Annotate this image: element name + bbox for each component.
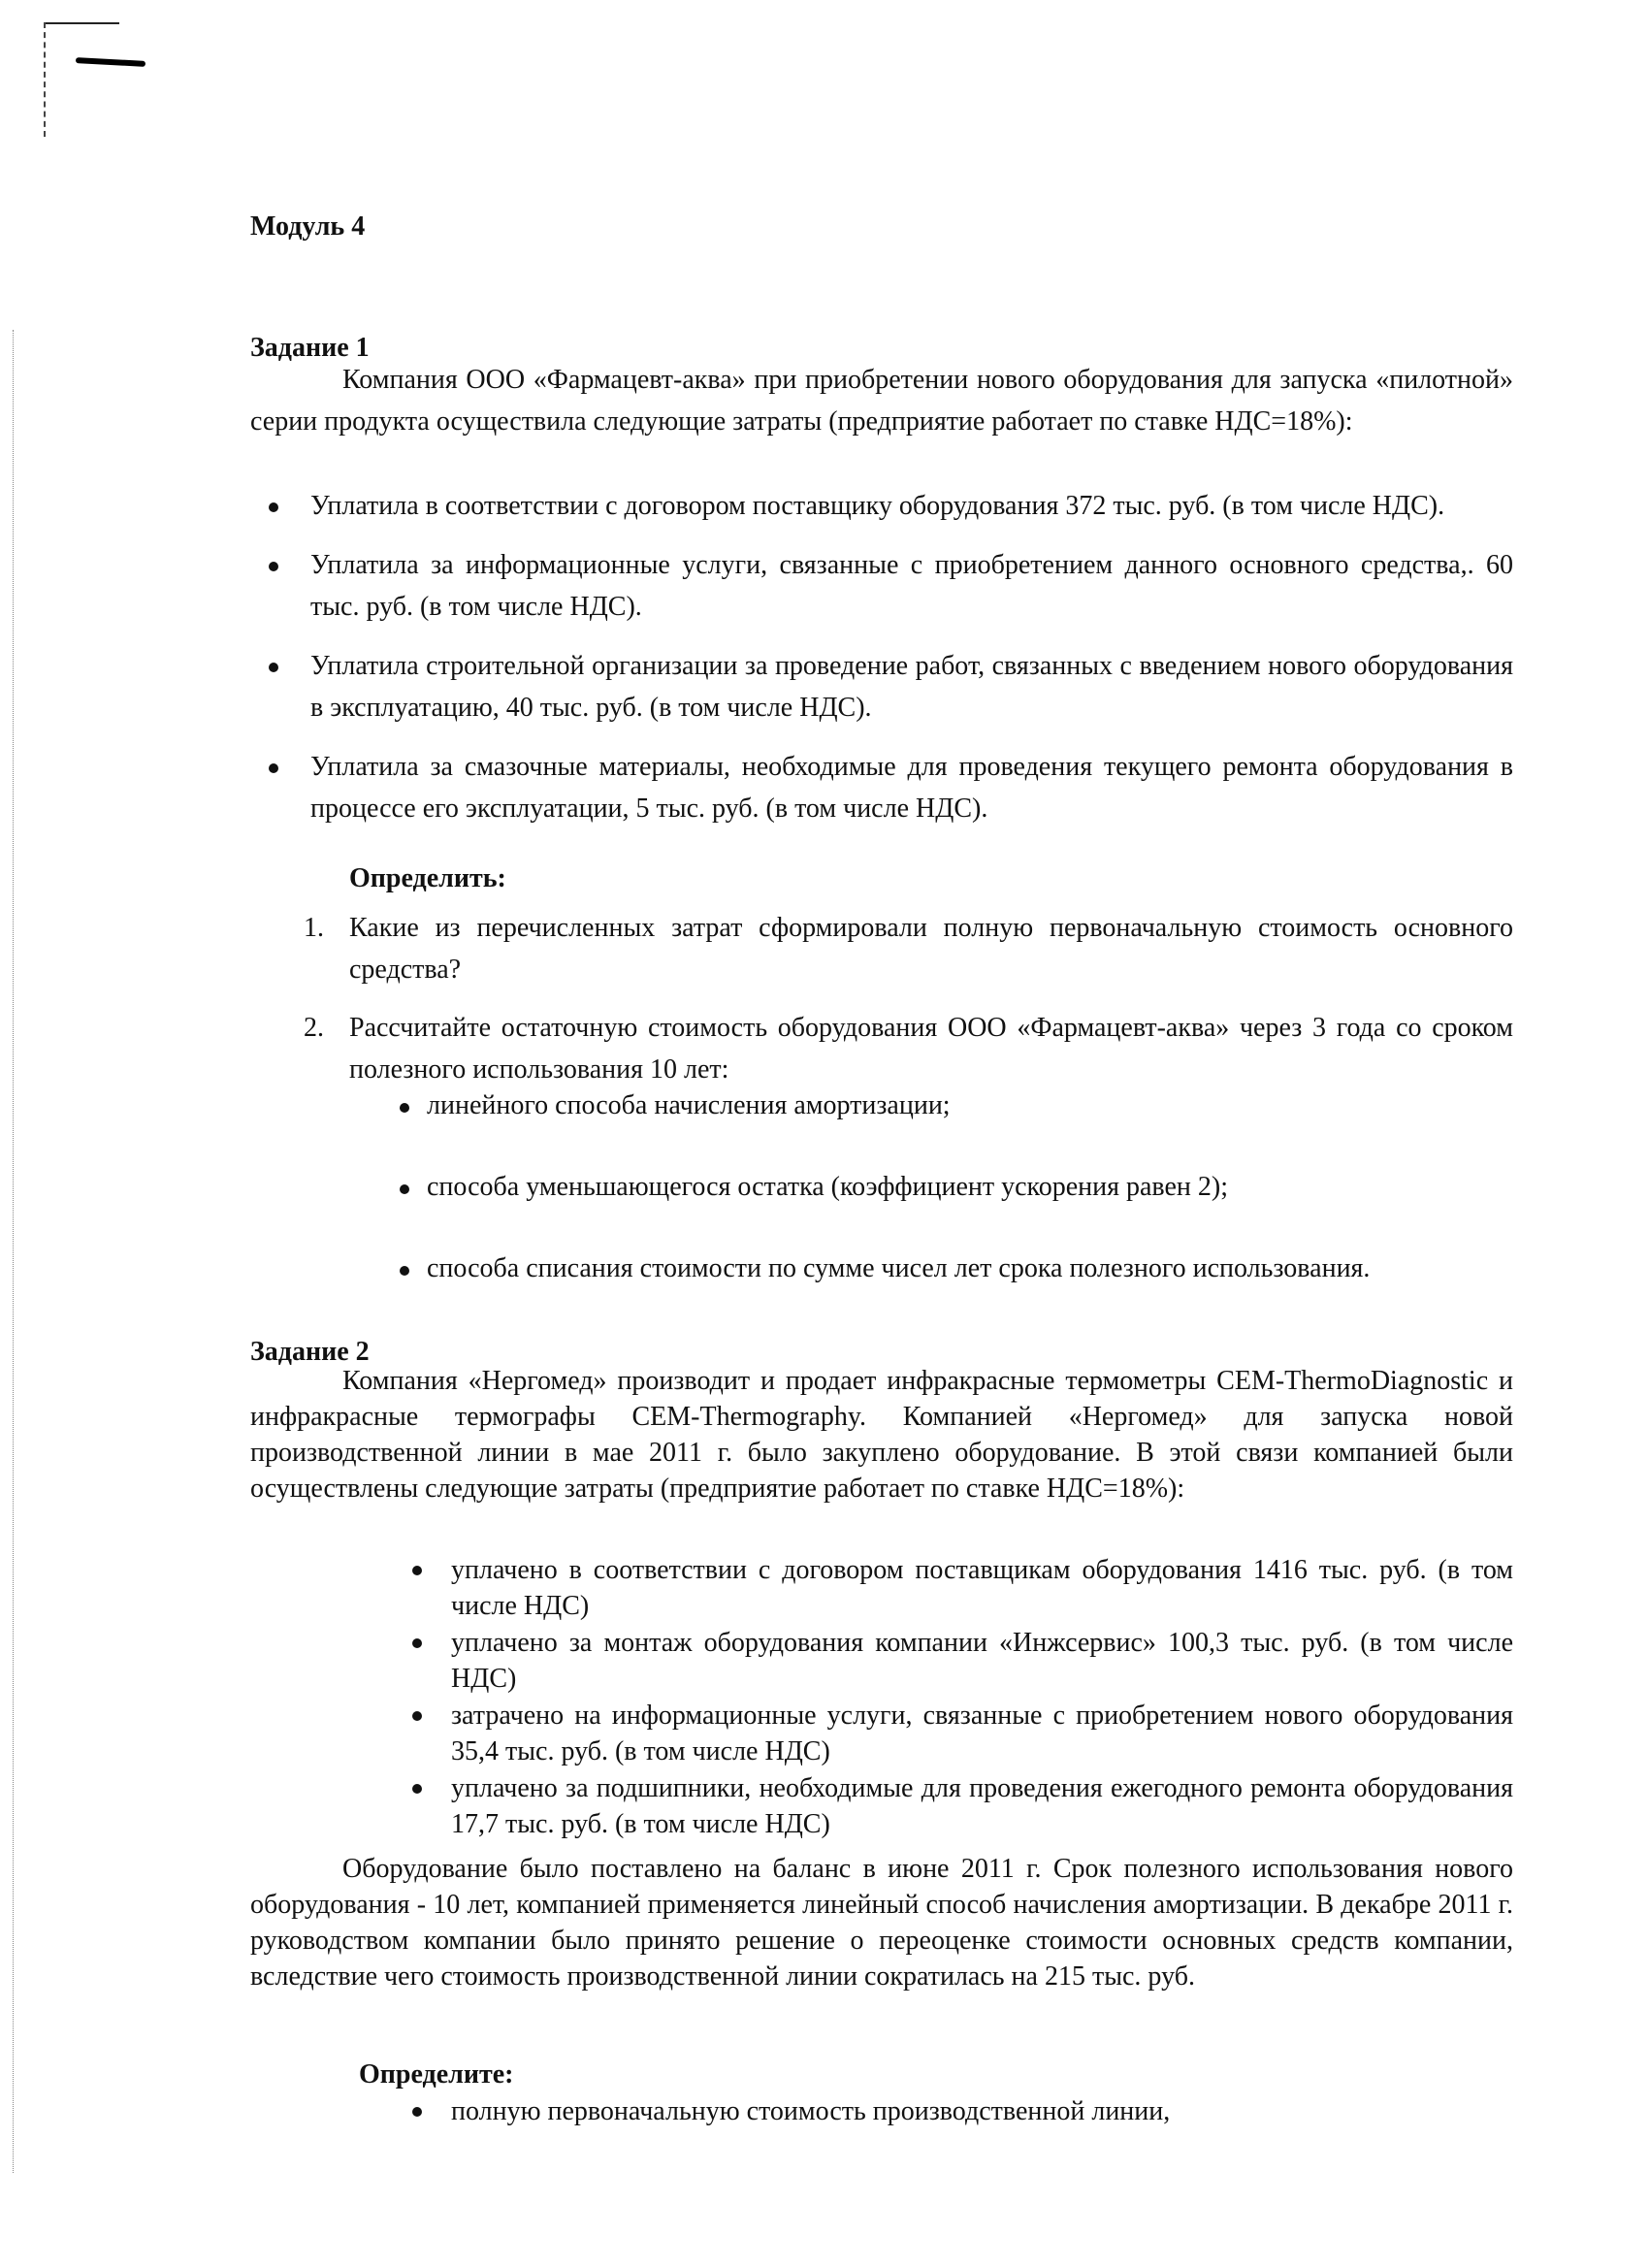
bullet-icon — [400, 1184, 409, 1194]
list-item: способа списания стоимости по сумме чисел лет срока полезного использования. — [427, 1247, 1513, 1289]
task1-expense-list — [310, 485, 1513, 847]
scan-artifact-stroke — [76, 57, 146, 67]
task1-intro: Компания ООО «Фармацевт-аква» при приобретении нового оборудования для запуска «пилотной» серии продукта осуществила следующие затраты (предприятие работает по ставке НДС=18%): — [250, 365, 1513, 437]
list-item: 2. Рассчитайте остаточную стоимость оборудования ООО «Фармацевт-аква» через 3 года со сроком полезного использования 10 лет: — [304, 1013, 1513, 1085]
list-item: уплачено в соответствии с договором поставщикам оборудования 1416 тыс. руб. (в том числе НДС) — [451, 1552, 1513, 1624]
bullet-icon — [269, 562, 278, 571]
bullet-icon — [412, 1638, 422, 1648]
task2-intro: Компания «Нергомед» производит и продает инфракрасные термометры CEM-ThermoDiagnostic и инфракрасные термографы CEM-Thermography. Компанией «Нергомед» для запуска новой производственной линии в мае 2011 г. было закуплено оборудование. В этой связи компанией были осуществлены следующие затраты (предприятие работает по ставке НДС=18%): — [250, 1366, 1513, 1504]
bullet-icon — [412, 1711, 422, 1721]
list-item: Уплатила за информационные услуги, связанные с приобретением данного основного средства,. 60 тыс. руб. (в том числе НДС). — [310, 544, 1513, 628]
scan-artifact-margin — [13, 330, 15, 2173]
list-item: способа уменьшающегося остатка (коэффициент ускорения равен 2); — [427, 1166, 1513, 1208]
bullet-icon — [269, 502, 278, 512]
task1-determine-label: Определить: — [349, 863, 506, 893]
list-item: Уплатила строительной организации за проведение работ, связанных с введением нового оборудования в эксплуатацию, 40 тыс. руб. (в том числе НДС). — [310, 645, 1513, 729]
task2-determine-label: Определите: — [359, 2059, 514, 2090]
task1-question-list — [304, 907, 1513, 1107]
list-item: Уплатила в соответствии с договором поставщику оборудования 372 тыс. руб. (в том числе НДС). — [310, 485, 1513, 527]
list-item: линейного способа начисления амортизации; — [427, 1085, 1513, 1126]
bullet-icon — [400, 1266, 409, 1276]
list-item: полную первоначальную стоимость производственной линии, — [451, 2090, 1513, 2132]
scan-artifact-edge — [44, 22, 48, 137]
task1-title: Задание 1 — [250, 333, 370, 363]
list-item: Уплатила за смазочные материалы, необходимые для проведения текущего ремонта оборудования в процессе его эксплуатации, 5 тыс. руб. (в том числе НДС). — [310, 746, 1513, 829]
bullet-icon — [412, 1566, 422, 1575]
list-item: уплачено за подшипники, необходимые для проведения ежегодного ремонта оборудования 17,7 тыс. руб. (в том числе НДС) — [451, 1770, 1513, 1842]
task2-expense-list — [451, 1552, 1513, 1843]
bullet-icon — [412, 2107, 422, 2117]
bullet-icon — [269, 663, 278, 672]
bullet-icon — [400, 1103, 409, 1113]
bullet-icon — [412, 1784, 422, 1794]
module-title: Модуль 4 — [250, 211, 366, 242]
list-item: уплачено за монтаж оборудования компании «Инжсервис» 100,3 тыс. руб. (в том числе НДС) — [451, 1625, 1513, 1697]
task1-method-list — [427, 1085, 1513, 1307]
list-item: затрачено на информационные услуги, связанные с приобретением нового оборудования 35,4 тыс. руб. (в том числе НДС) — [451, 1698, 1513, 1769]
list-item: 1. Какие из перечисленных затрат сформировали полную первоначальную стоимость основного средства? — [304, 913, 1513, 985]
task2-determine-list — [451, 2090, 1513, 2132]
task2-title: Задание 2 — [250, 1337, 370, 1367]
bullet-icon — [269, 763, 278, 773]
scan-artifact-corner — [44, 22, 119, 24]
task2-details: Оборудование было поставлено на баланс в июне 2011 г. Срок полезного использования нового оборудования - 10 лет, компанией применяется линейный способ начисления амортизации. В декабре 2011 г. руководством компании было принято решение о переоценке стоимости основных средств компании, вследствие чего стоимость производственной линии сократилась на 215 тыс. руб. — [250, 1854, 1513, 1992]
